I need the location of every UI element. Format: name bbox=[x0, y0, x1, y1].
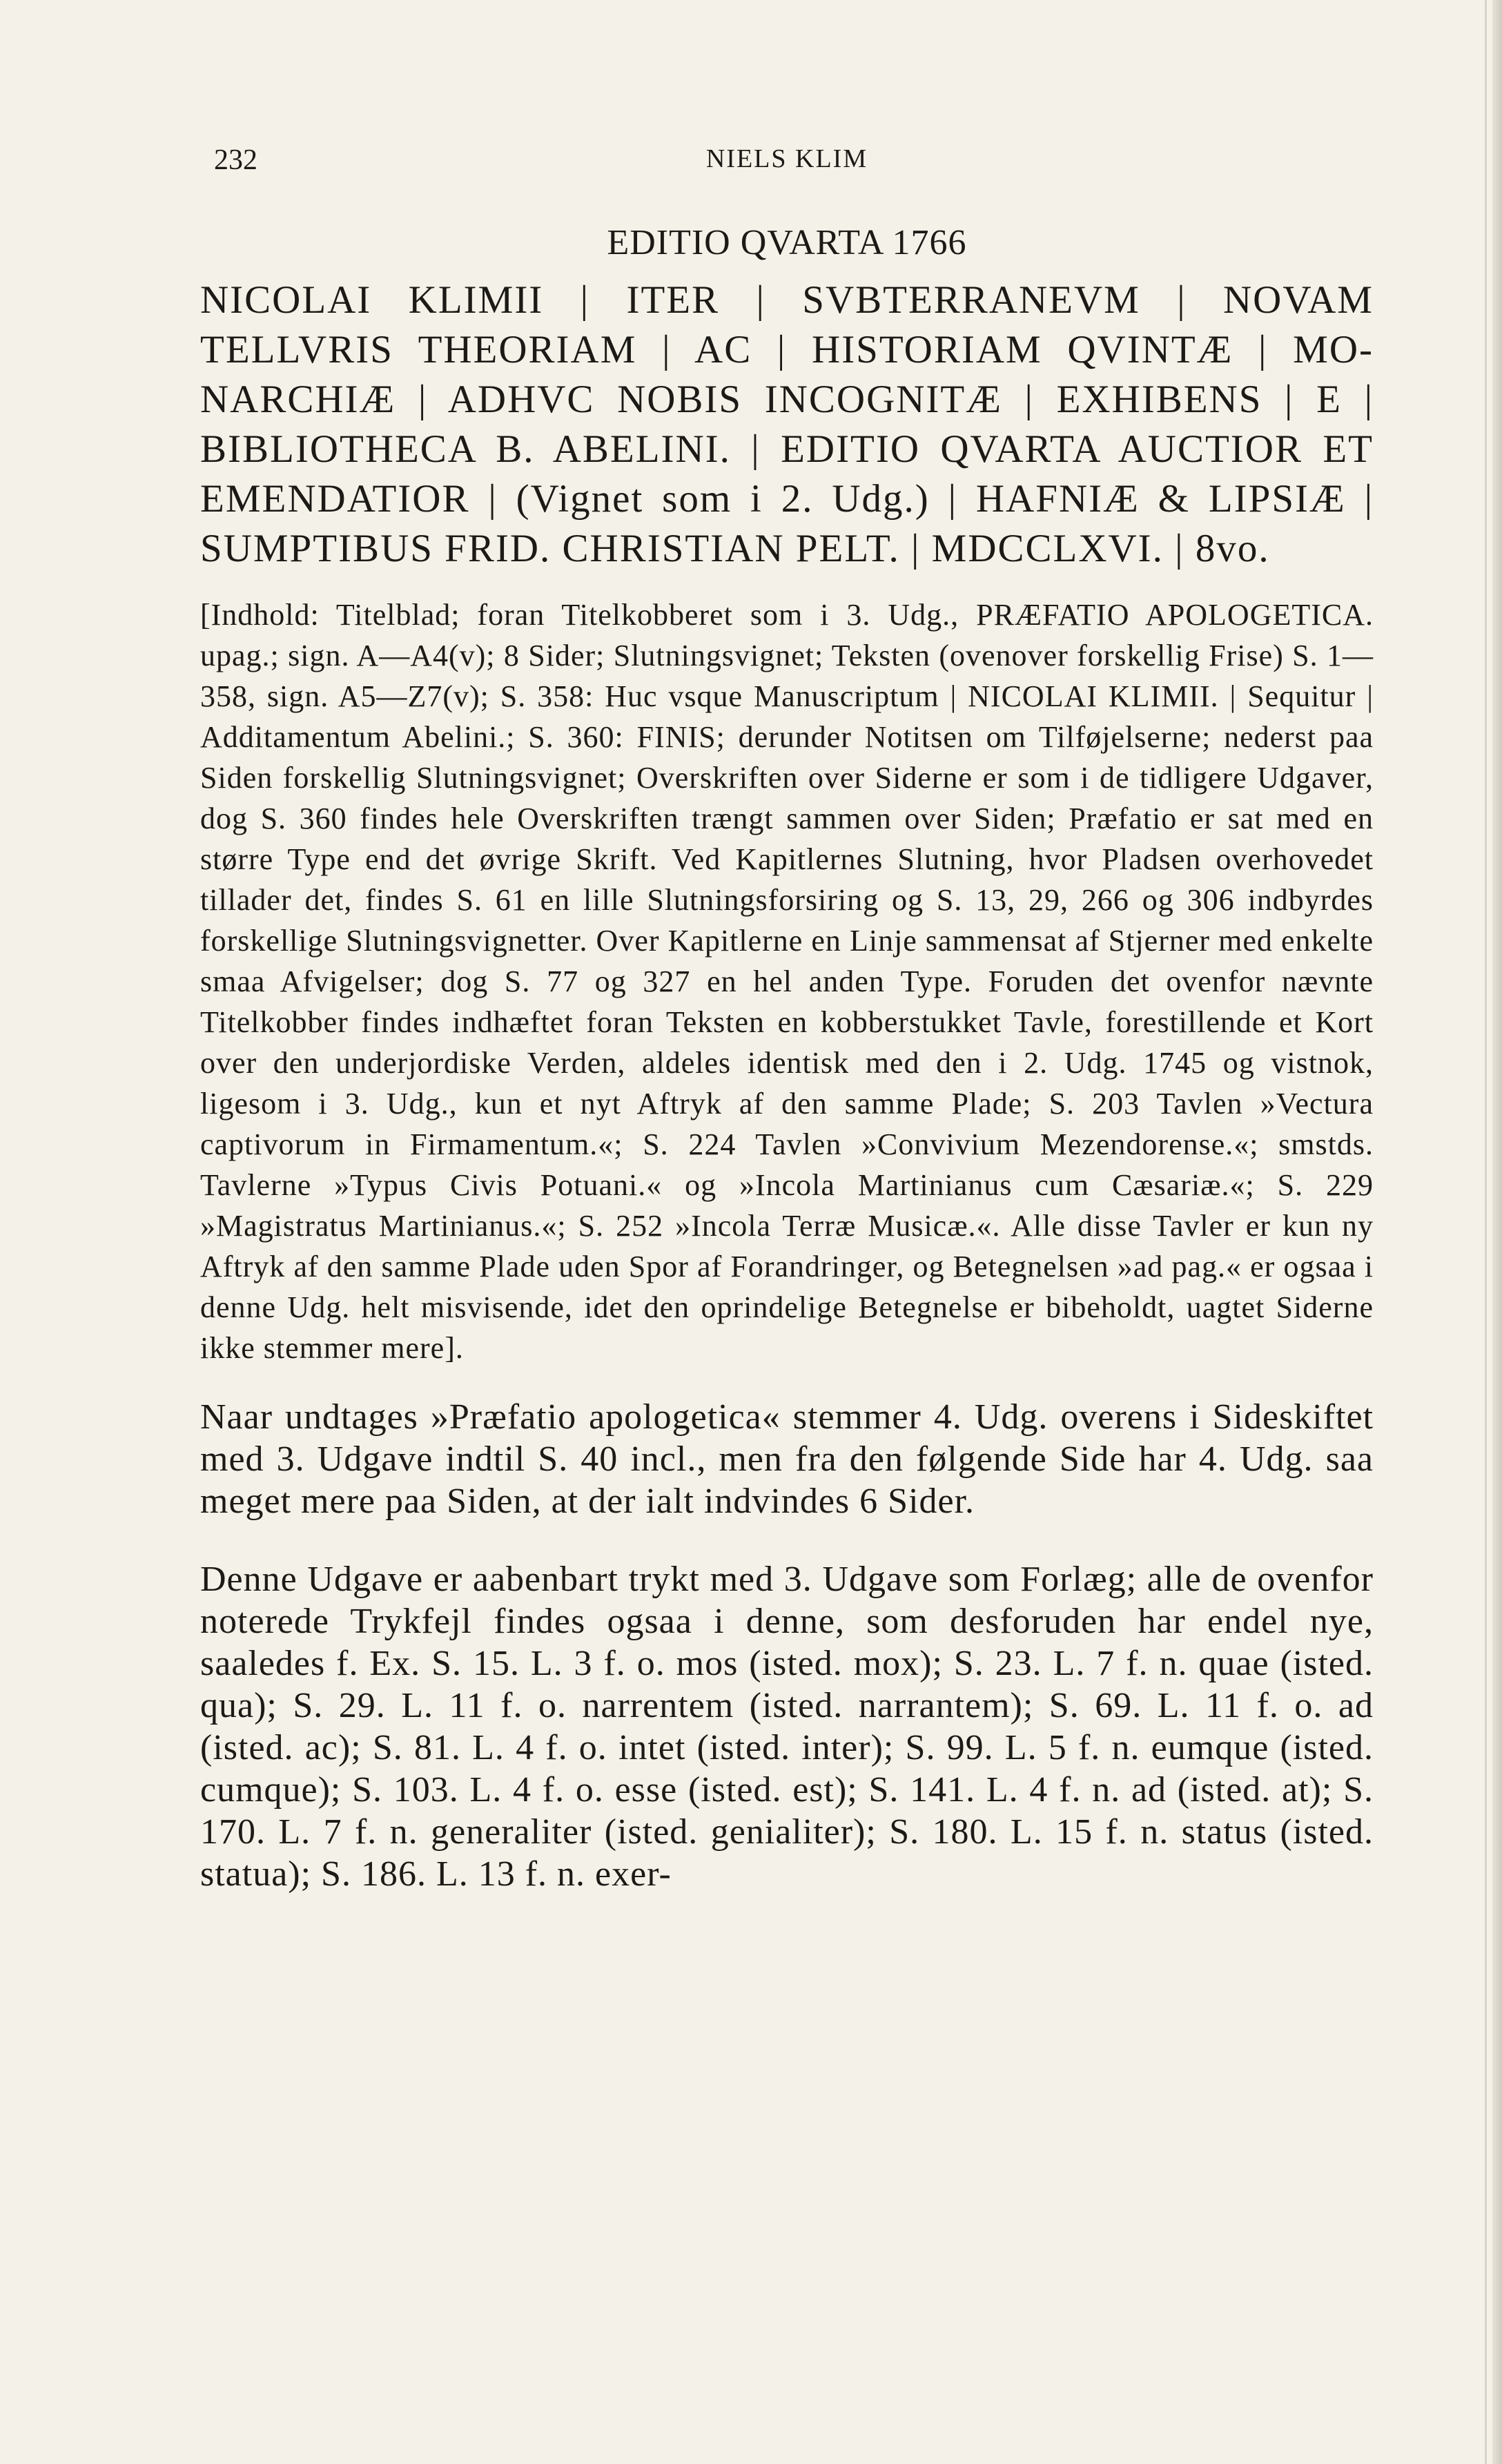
page-edge bbox=[1492, 0, 1502, 2464]
title-transcription: NICOLAI KLIMII | ITER | SVBTERRANEVM | NOVAM TELLVRIS THEORIAM | AC | HISTORIAM QVINTÆ | MO-NARCHIÆ | ADHVC NOBIS INCOGNITÆ | EXHIBENS | E | BIBLIOTHECA B. ABELINI. | EDITIO QVARTA AUCTIOR ET EMENDATIOR | (Vignet som i 2. Udg.) | HAFNIÆ & LIPSIÆ | SUMPTIBUS FRID. CHRISTIAN PELT. | MDCCLXVI. | 8vo. bbox=[200, 278, 1374, 570]
page-content bbox=[200, 131, 1374, 1931]
page-number: 232 bbox=[214, 144, 257, 176]
edition-heading: EDITIO QVARTA 1766 bbox=[607, 223, 967, 262]
contents-note: [Indhold: Titelblad; foran Titelkobberet som i 3. Udg., PRÆFATIO APOLOGETICA. upag.; sign. A—A4(v); 8 Sider; Slutningsvignet; Teksten (ovenover forskellig Frise) S. 1—358, sign. A5—Z7(v); S. 358: Huc vsque Manuscriptum | NICOLAI KLIMII. | Sequitur | Additamentum Abelini.; S. 360: FINIS; derunder Notitsen om Tilføjelserne; nederst paa Siden forskellig Slutningsvignet; Overskriften over Siderne er som i de tidligere Udgaver, dog S. 360 findes hele Overskriften trængt sammen over Siden; Præfatio er sat med en større Type end det øvrige Skrift. Ved Kapitlernes Slutning, hvor Pladsen overhovedet tillader det, findes S. 61 en lille Slutningsforsiring og S. 13, 29, 266 og 306 indbyrdes forskellige Slutningsvignetter. Over Kapitlerne en Linje sammensat af Stjerner med enkelte smaa Afvigelser; dog S. 77 og 327 en hel anden Type. Foruden det ovenfor nævnte Titelkobber findes indhæftet foran Teksten en kobberstukket Tavle, forestillende et Kort over den underjordiske Verden, aldeles identisk med den i 2. Udg. 1745 og vistnok, ligesom i 3. Udg., kun et nyt Aftryk af den samme Plade; S. 203 Tavlen »Vectura captivorum in Firmamentum.«; S. 224 Tavlen »Convivium Mezendorense.«; smstds. Tavlerne »Typus Civis Potuani.« og »Incola Martinianus cum Cæsariæ.«; S. 229 »Magistratus Martinianus.«; S. 252 »Incola Terræ Musicæ.«. Alle disse Tavler er kun ny Aftryk af den samme Plade uden Spor af Forandringer, og Betegnelsen »ad pag.« er ogsaa i denne Udg. helt misvisende, idet den oprindelige Betegnelse er bibeholdt, uagtet Siderne ikke stemmer mere]. bbox=[200, 598, 1374, 1365]
running-title: NIELS KLIM bbox=[705, 144, 868, 173]
body-paragraph: Denne Udgave er aabenbart trykt med 3. Udgave som Forlæg; alle de ovenfor noterede Trykfejl findes ogsaa i denne, som desforuden har endel nye, saaledes f. Ex. S. 15. L. 3 f. o. mos (isted. mox); S. 23. L. 7 f. n. quae (isted. qua); S. 29. L. 11 f. o. narrentem (isted. narrantem); S. 69. L. 11 f. o. ad (isted. ac); S. 81. L. 4 f. o. intet (isted. inter); S. 99. L. 5 f. n. eumque (isted. cumque); S. 103. L. 4 f. o. esse (isted. est); S. 141. L. 4 f. n. ad (isted. at); S. 170. L. 7 f. n. generaliter (isted. genialiter); S. 180. L. 15 f. n. status (isted. statua); S. 186. L. 13 f. n. exer- bbox=[200, 1560, 1374, 1894]
body-paragraph: Naar undtages »Præfatio apologetica« stemmer 4. Udg. overens i Sideskiftet med 3. Udgave indtil S. 40 incl., men fra den følgende Side har 4. Udg. saa meget mere paa Siden, at der ialt indvindes 6 Sider. bbox=[200, 1397, 1374, 1521]
page-edge-line bbox=[1485, 0, 1487, 2464]
running-head bbox=[200, 131, 1374, 186]
